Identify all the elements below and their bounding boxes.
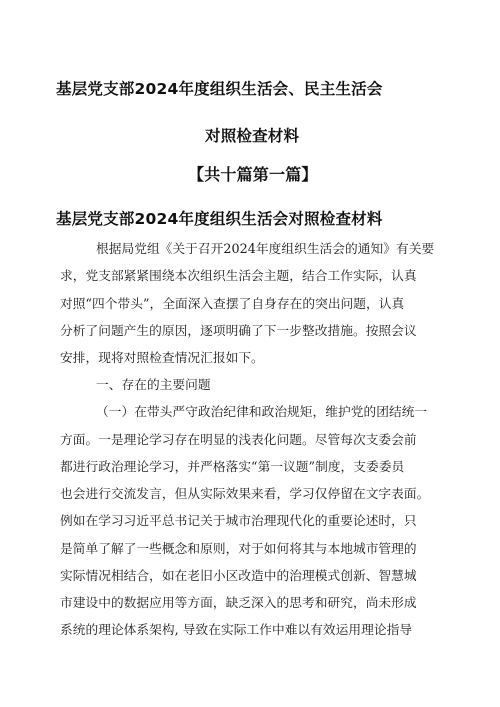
- body-line: （一）在带头严守政治纪律和政治规矩，维护党的团结统一: [96, 404, 428, 419]
- body-line: 都进行政治理论学习，并严格落实“第一议题”制度，支委委员: [60, 459, 405, 474]
- body-line: 是简单了解了一些概念和原则，对于如何将其与本地城市管理的: [60, 541, 417, 556]
- body-line: 分析了问题产生的原因，逐项明确了下一步整改措施。按照会议: [60, 323, 417, 338]
- document-title-line2: 对照检查材料: [205, 127, 300, 145]
- body-line: 例如在学习习近平总书记关于城市治理现代化的重要论述时，只: [60, 513, 417, 528]
- body-line: 方面。一是理论学习存在明显的浅表化问题。尽管每次支委会前: [60, 432, 417, 447]
- series-tag: 【共十篇第一篇】: [188, 165, 318, 184]
- section-heading: 一、存在的主要问题: [96, 377, 211, 392]
- document-title-line1: 基层党支部2024年度组织生活会、民主生活会: [56, 80, 383, 98]
- body-line: 安排，现将对照检查情况汇报如下。: [60, 350, 264, 365]
- body-line: 实际情况相结合，如在老旧小区改造中的治理模式创新、智慧城: [60, 568, 417, 583]
- body-line: 根据局党组《关于召开2024年度组织生活会的通知》有关要: [96, 241, 435, 256]
- body-line: 市建设中的数据应用等方面，缺乏深入的思考和研究，尚未形成: [60, 595, 417, 610]
- document-subtitle: 基层党支部2024年度组织生活会对照检查材料: [56, 210, 383, 228]
- body-line: 求，党支部紧紧围绕本次组织生活会主题，结合工作实际，认真: [60, 268, 417, 283]
- body-line: 对照“四个带头”，全面深入查摆了自身存在的突出问题，认真: [60, 296, 405, 311]
- body-line: 也会进行交流发言，但从实际效果来看，学习仅停留在文字表面。: [60, 486, 430, 501]
- body-line: 系统的理论体系架构, 导致在实际工作中难以有效运用理论指导: [60, 622, 413, 637]
